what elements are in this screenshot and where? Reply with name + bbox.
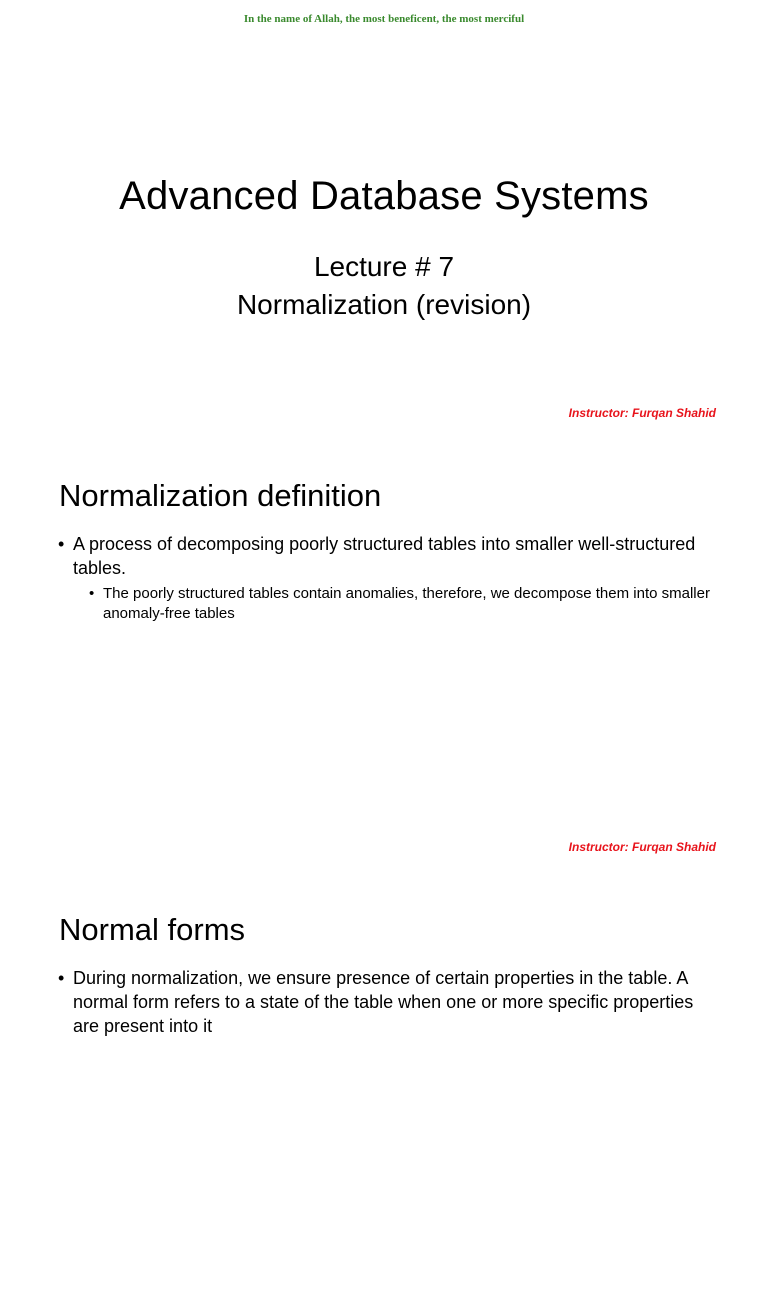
sub-bullet-item: • The poorly structured tables contain anomalies, therefore, we decompose them into smaller anomaly-free tables xyxy=(87,584,717,624)
definition-slide xyxy=(0,434,768,868)
bullet-list xyxy=(57,966,717,1038)
blessing-text: In the name of Allah, the most beneficent, the most merciful xyxy=(243,13,525,25)
bullet-item: • During normalization, we ensure presence of certain properties in the table. A normal form refers to a state of the table when one or more specific properties are present into it xyxy=(57,966,717,1038)
lecture-topic: Normalization (revision) xyxy=(236,289,532,320)
lecture-subtitle xyxy=(0,248,768,324)
slide-heading: Normalization definition xyxy=(59,478,382,513)
course-title: Advanced Database Systems xyxy=(119,174,649,218)
title-slide xyxy=(0,0,768,434)
bullet-item xyxy=(57,532,717,624)
bullet-text: A process of decomposing poorly structured tables into smaller well-structured tables. xyxy=(73,534,696,578)
sub-bullet-list xyxy=(87,584,717,624)
instructor-credit: Instructor: Furqan Shahid xyxy=(568,406,716,420)
instructor-credit: Instructor: Furqan Shahid xyxy=(568,840,716,854)
bullet-list xyxy=(57,532,717,624)
lecture-number: Lecture # 7 xyxy=(313,251,455,282)
slide-heading: Normal forms xyxy=(59,912,246,947)
normal-forms-slide xyxy=(0,868,768,1302)
